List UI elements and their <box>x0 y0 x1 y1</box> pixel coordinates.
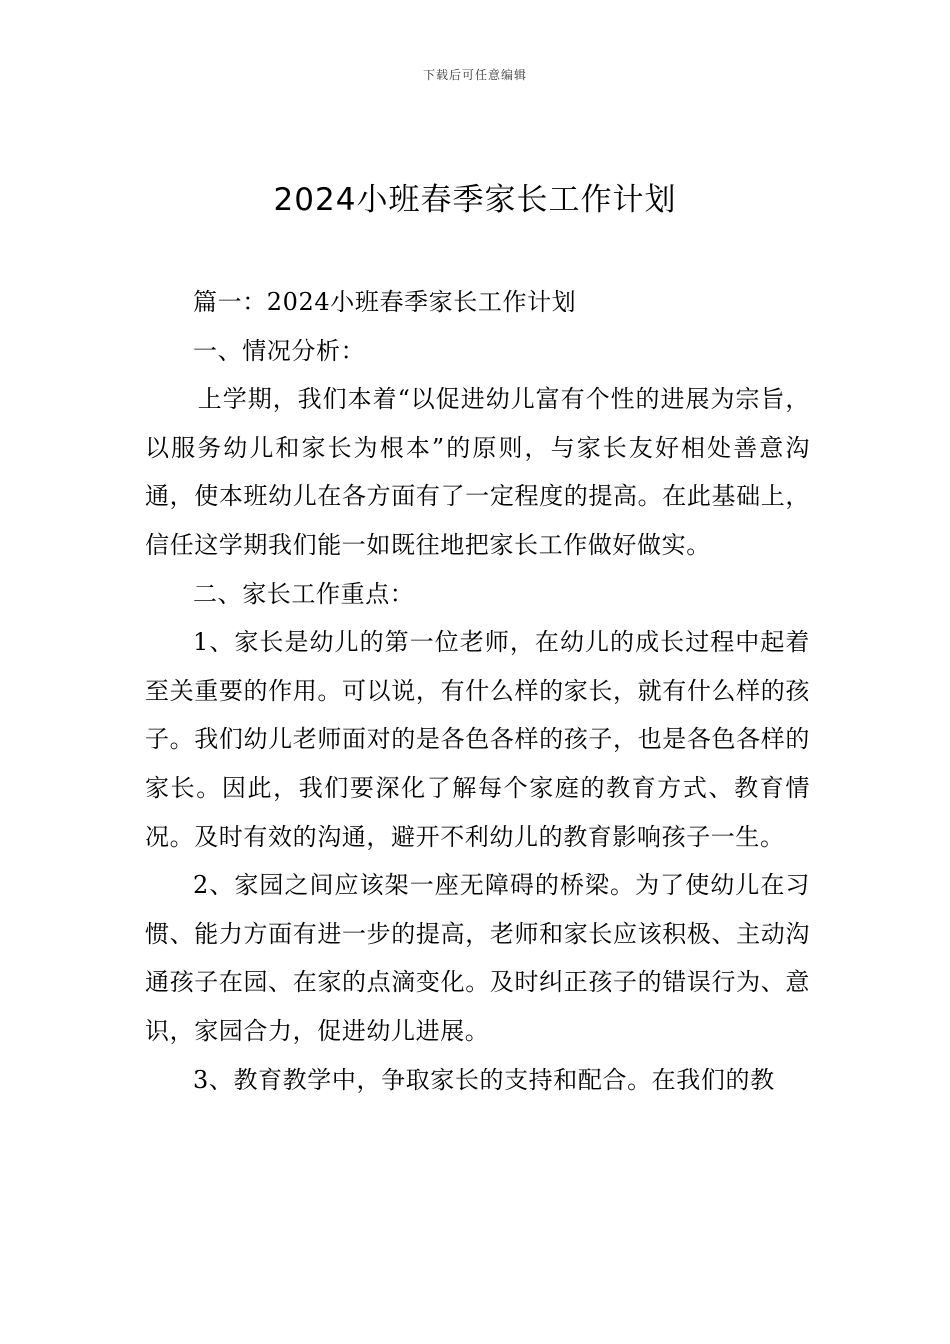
paragraph-section-heading: 篇一：2024小班春季家长工作计划 <box>193 288 577 316</box>
page-header-note: 下载后可任意编辑 <box>422 68 527 82</box>
paragraph-point-3: 3、教育教学中，争取家长的支持和配合。在我们的教 <box>193 1065 775 1094</box>
document-title: 2024小班春季家长工作计划 <box>273 182 677 218</box>
paragraph-situation-body: 上学期，我们本着“以促进幼儿富有个性的进展为宗旨，以服务幼儿和家长为根本”的原则，与家长友好相处善意沟通，使本班幼儿在各方面有了一定程度的提高。在此基础上，信任这学期我们能一如既往地把家长工作做好做实。 <box>145 385 810 559</box>
paragraph-point-1: 1、家长是幼儿的第一位老师，在幼儿的成长过程中起着至关重要的作用。可以说，有什么样的家长，就有什么样的孩子。我们幼儿老师面对的是各色各样的孩子，也是各色各样的家长。因此，我们要深化了解每个家庭的教育方式、教育情况。及时有效的沟通，避开不利幼儿的教育影响孩子一生。 <box>145 628 810 851</box>
paragraph-point-2: 2、家园之间应该架一座无障碍的桥梁。为了使幼儿在习惯、能力方面有进一步的提高，老师和家长应该积极、主动沟通孩子在园、在家的点滴变化。及时纠正孩子的错误行为、意识，家园合力，促进幼儿进展。 <box>145 871 810 1045</box>
document-body <box>145 278 810 1104</box>
paragraph-heading-situation: 一、情况分析： <box>193 336 366 365</box>
paragraph-heading-focus: 二、家长工作重点： <box>193 579 415 608</box>
